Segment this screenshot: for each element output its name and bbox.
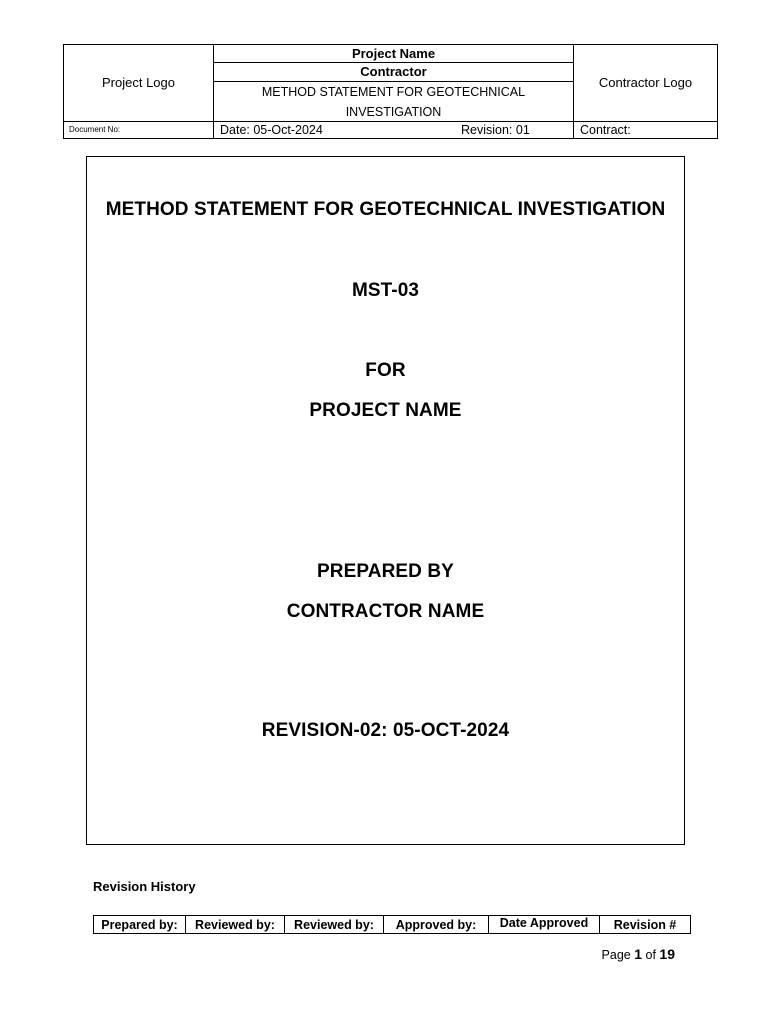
date-revision-cell xyxy=(214,122,573,138)
contractor-logo-placeholder: Contractor Logo xyxy=(573,45,717,122)
header-date: Date: 05-Oct-2024 xyxy=(220,122,323,137)
revision-history-heading: Revision History xyxy=(93,879,196,894)
revision-history-table xyxy=(93,915,691,934)
column-header-revision-number: Revision # xyxy=(613,917,677,932)
page-number xyxy=(602,946,675,962)
cover-box xyxy=(86,156,685,845)
column-header-prepared-by: Prepared by: xyxy=(94,916,186,933)
column-header-reviewed-by-2: Reviewed by: xyxy=(285,916,384,933)
page-label: Page xyxy=(601,948,631,962)
header-contract: Contract: xyxy=(573,122,717,138)
cover-prepared-by-label: PREPARED BY xyxy=(317,561,454,582)
current-page: 1 xyxy=(634,946,643,962)
document-header-table xyxy=(63,44,718,139)
header-contractor: Contractor xyxy=(214,63,573,82)
column-header-reviewed-by: Reviewed by: xyxy=(186,916,285,933)
cover-project-name: PROJECT NAME xyxy=(309,400,462,421)
document-number-label: Document No: xyxy=(64,122,214,138)
header-document-title: METHOD STATEMENT FOR GEOTECHNICAL INVESTIGATION xyxy=(214,82,573,122)
cover-revision: REVISION-02: 05-OCT-2024 xyxy=(261,720,510,741)
cover-for-label: FOR xyxy=(365,360,406,381)
project-logo-placeholder: Project Logo xyxy=(64,45,214,122)
cover-document-code: MST-03 xyxy=(351,280,420,301)
header-project-name: Project Name xyxy=(214,45,573,63)
header-revision: Revision: 01 xyxy=(461,123,530,137)
cover-contractor-name: CONTRACTOR NAME xyxy=(286,601,485,622)
of-label: of xyxy=(645,948,656,962)
column-header-date-approved: Date Approved xyxy=(489,916,600,933)
column-header-approved-by: Approved by: xyxy=(384,916,489,933)
total-pages: 19 xyxy=(659,946,675,962)
cover-title: METHOD STATEMENT FOR GEOTECHNICAL INVESTIGATION xyxy=(105,199,666,220)
